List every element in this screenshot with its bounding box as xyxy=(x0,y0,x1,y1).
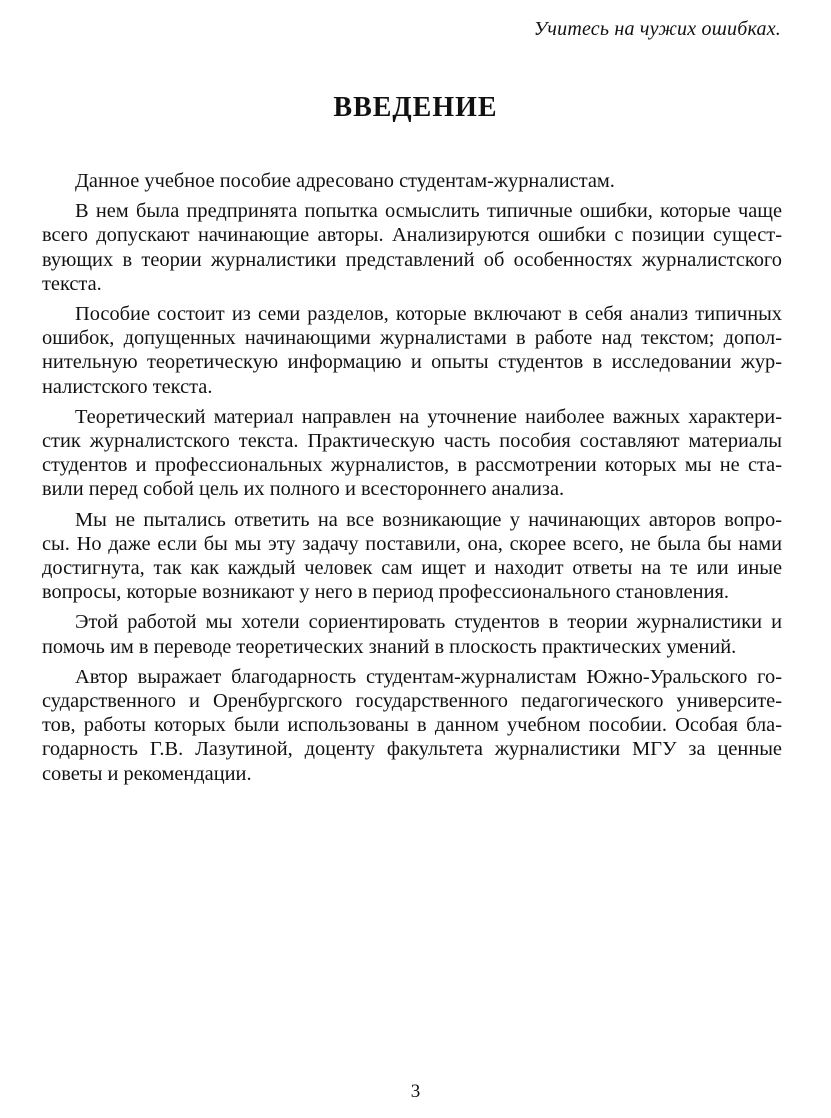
page-title: ВВЕДЕНИЕ xyxy=(333,92,498,123)
paragraph-line: нительную теоретическую информацию и опыты студентов в исследовании жур- xyxy=(42,351,782,374)
document-body xyxy=(42,169,782,792)
paragraph-line: Данное учебное пособие адресовано студентам-журналистам. xyxy=(75,170,615,192)
paragraph-line: тов, работы которых были использованы в данном учебном пособии. Особая бла- xyxy=(42,714,782,737)
paragraph-line: текста. xyxy=(42,272,102,295)
paragraph-line: помочь им в переводе теоретических знаний в плоскость практических умений. xyxy=(42,635,737,658)
paragraph-line: сы. Но даже если бы мы эту задачу поставили, она, скорее всего, не была бы нами xyxy=(42,532,782,555)
page-number: 3 xyxy=(410,1081,421,1102)
paragraph-line: вили перед собой цель их полного и всестороннего анализа. xyxy=(42,478,565,501)
paragraph-line: годарность Г.В. Лазутиной, доценту факультета журналистики МГУ за ценные xyxy=(42,738,782,761)
paragraph-line: Мы не пытались ответить на все возникающие у начинающих авторов вопро- xyxy=(75,508,782,531)
paragraph-line: вопросы, которые возникают у него в период профессионального становления. xyxy=(42,581,729,604)
paragraph-line: В нем была предпринята попытка осмыслить типичные ошибки, которые чаще xyxy=(75,200,782,223)
paragraph-line: Автор выражает благодарность студентам-журналистам Южно-Уральского го- xyxy=(75,665,782,688)
paragraph-line: достигнута, так как каждый человек сам ищет и находит ответы на те или иные xyxy=(42,557,782,580)
paragraph-line: стик журналистского текста. Практическую часть пособия составляют материалы xyxy=(42,430,782,453)
paragraph-2 xyxy=(42,199,782,296)
paragraph-line: Теоретический материал направлен на уточнение наиболее важных характери- xyxy=(75,405,782,428)
paragraph-line: налистского текста. xyxy=(42,375,213,398)
paragraph-line: студентов и профессиональных журналистов, в рассмотрении которых мы не ста- xyxy=(42,454,782,477)
running-header: Учитесь на чужих ошибках. xyxy=(533,18,781,40)
paragraph-line: вующих в теории журналистики представлений об особенностях журналистского xyxy=(42,248,782,271)
paragraph-1 xyxy=(42,169,782,193)
paragraph-6 xyxy=(42,610,782,658)
paragraph-4 xyxy=(42,405,782,502)
paragraph-line: советы и рекомендации. xyxy=(42,762,252,785)
paragraph-7 xyxy=(42,665,782,786)
paragraph-5 xyxy=(42,508,782,605)
paragraph-line: Пособие состоит из семи разделов, которые включают в себя анализ типичных xyxy=(75,303,782,326)
paragraph-line: сударственного и Оренбургского государственного педагогического университе- xyxy=(42,690,782,713)
paragraph-line: Этой работой мы хотели сориентировать студентов в теории журналистики и xyxy=(75,611,782,634)
paragraph-line: всего допускают начинающие авторы. Анализируются ошибки с позиции сущест- xyxy=(42,224,782,247)
paragraph-3 xyxy=(42,302,782,399)
paragraph-line: ошибок, допущенных начинающими журналистами в работе над текстом; допол- xyxy=(42,327,782,350)
